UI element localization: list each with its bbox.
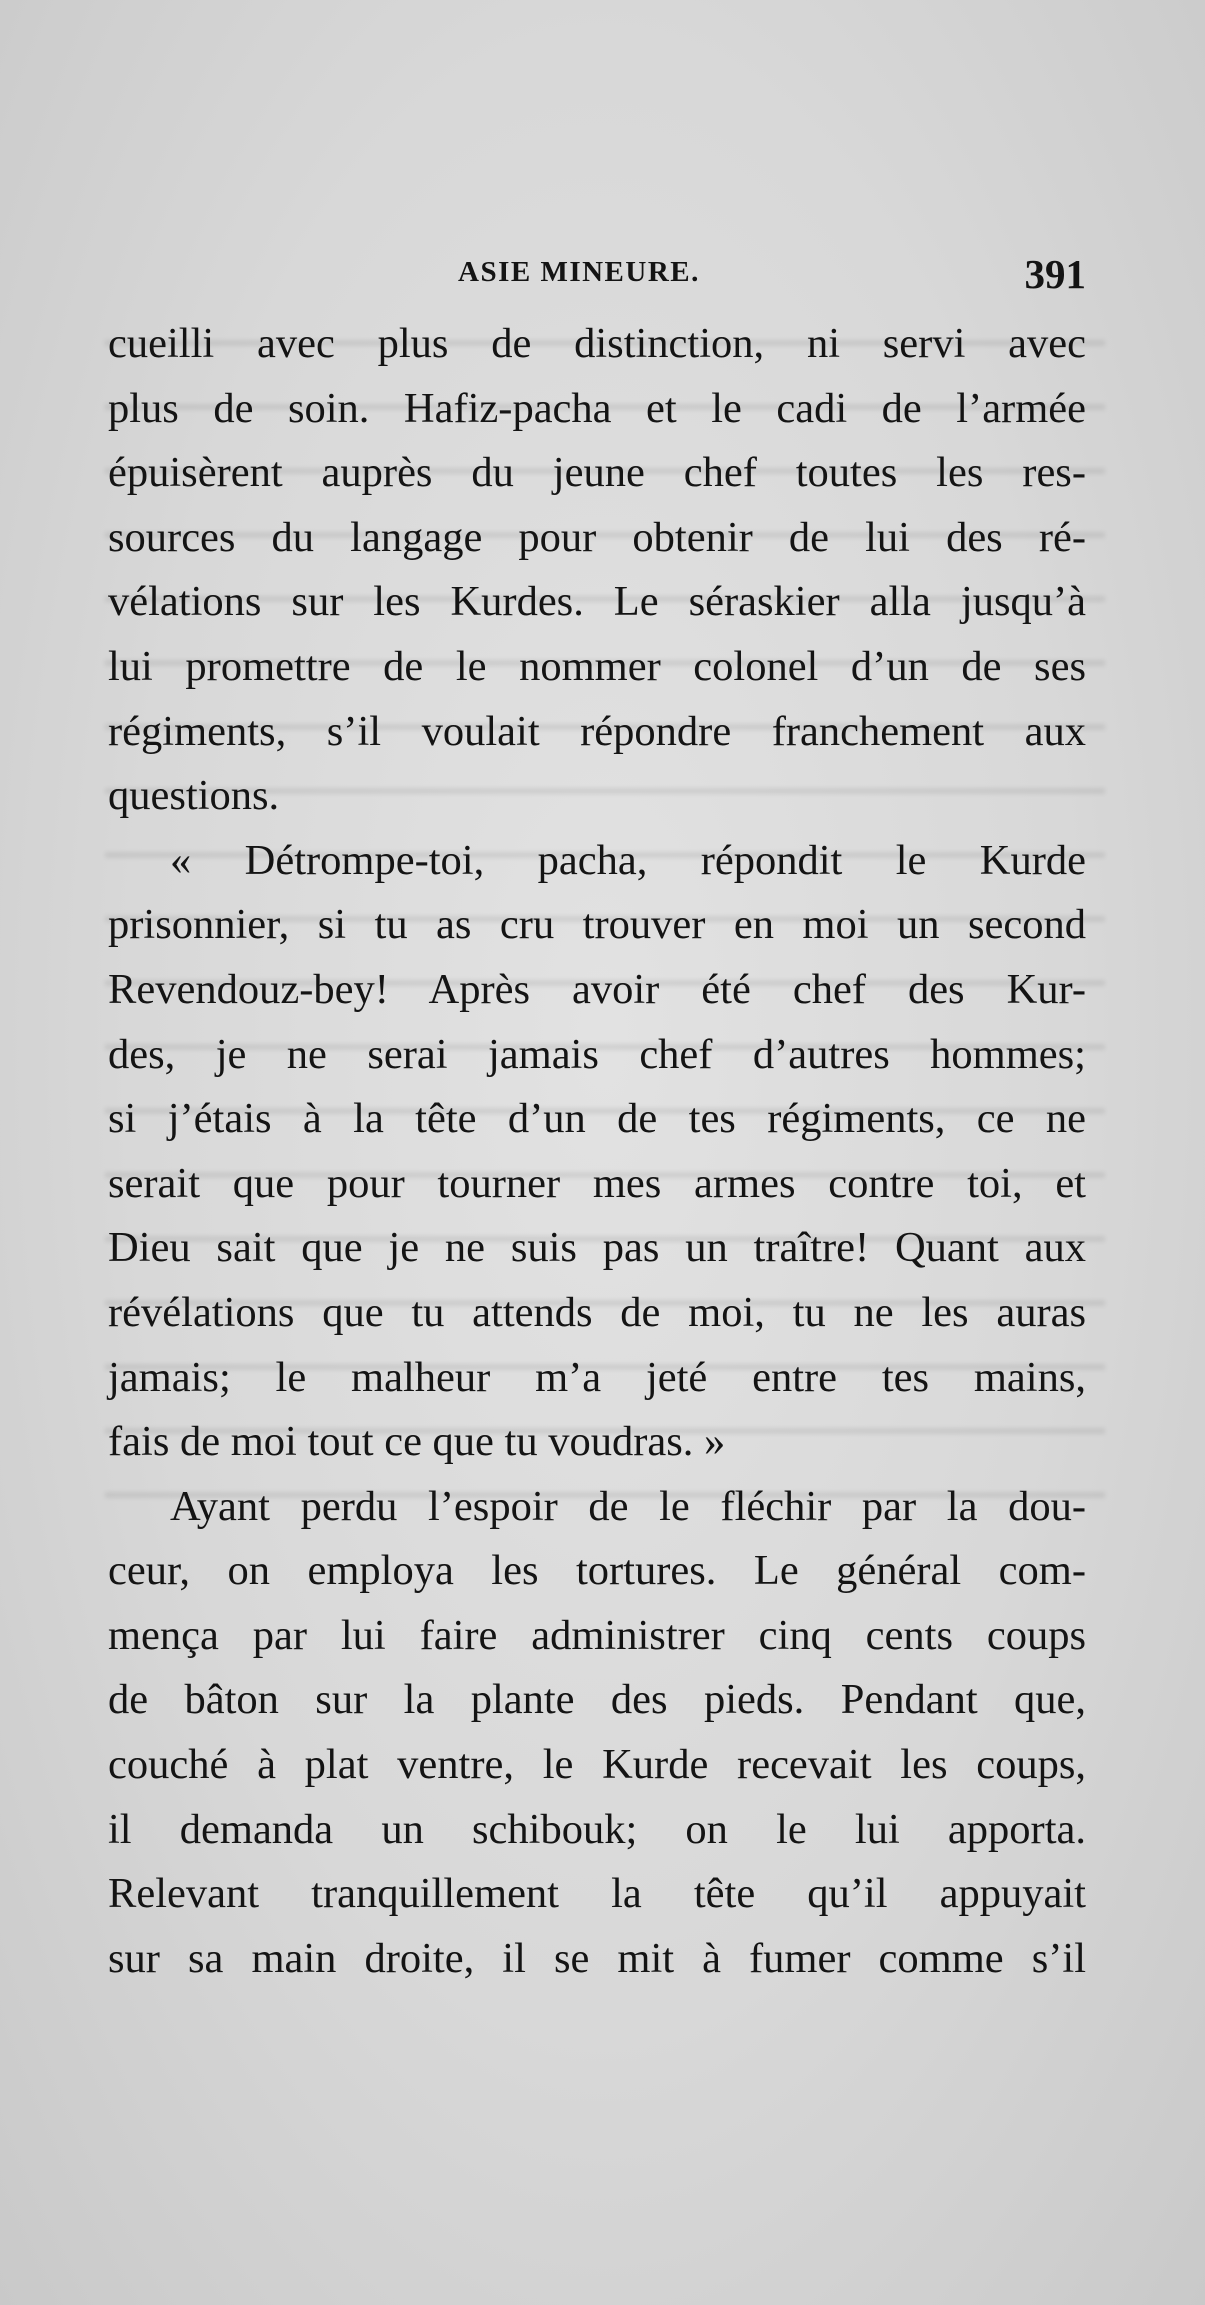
text-line: Dieu sait que je ne suis pas un traître! Quant aux — [108, 1224, 1086, 1272]
paragraph — [108, 312, 1086, 829]
text-line: Revendouz-bey! Après avoir été chef des Kur- — [108, 965, 1086, 1013]
text-line: sur sa main droite, il se mit à fumer comme s’il — [108, 1934, 1086, 1982]
text-line: questions. — [108, 772, 280, 820]
text-line: de bâton sur la plante des pieds. Pendant que, — [108, 1676, 1086, 1724]
text-line: serait que pour tourner mes armes contre toi, et — [108, 1159, 1086, 1207]
text-line: Ayant perdu l’espoir de le fléchir par la dou- — [170, 1482, 1086, 1530]
text-line: « Détrompe-toi, pacha, répondit le Kurde — [170, 836, 1086, 884]
text-line: jamais; le malheur m’a jeté entre tes mains, — [108, 1353, 1086, 1401]
text-line: des, je ne serai jamais chef d’autres hommes; — [108, 1030, 1086, 1078]
text-line: couché à plat ventre, le Kurde recevait les coups, — [108, 1741, 1086, 1789]
text-line: sources du langage pour obtenir de lui des ré- — [108, 513, 1086, 561]
paragraph — [108, 1475, 1086, 1992]
text-line: régiments, s’il voulait répondre franchement aux — [108, 707, 1086, 755]
text-line: lui promettre de le nommer colonel d’un de ses — [108, 642, 1086, 690]
body-text — [108, 312, 1086, 1991]
text-line: épuisèrent auprès du jeune chef toutes les res- — [108, 449, 1086, 497]
text-line: plus de soin. Hafiz-pacha et le cadi de l’armée — [108, 384, 1086, 432]
text-line: révélations que tu attends de moi, tu ne les auras — [108, 1288, 1086, 1336]
running-title: ASIE MINEURE. — [458, 256, 700, 288]
page-number: 391 — [1024, 251, 1086, 297]
text-line: mença par lui faire administrer cinq cents coups — [108, 1611, 1086, 1659]
text-line: ceur, on employa les tortures. Le général com- — [108, 1547, 1086, 1595]
text-line: fais de moi tout ce que tu voudras. » — [108, 1418, 726, 1466]
text-line: si j’étais à la tête d’un de tes régiments, ce ne — [108, 1095, 1086, 1143]
text-line: Relevant tranquillement la tête qu’il appuyait — [108, 1870, 1086, 1918]
text-line: vélations sur les Kurdes. Le séraskier alla jusqu’à — [108, 578, 1086, 626]
text-line: il demanda un schibouk; on le lui apporta. — [108, 1805, 1086, 1853]
page-header — [108, 250, 1086, 300]
text-line: prisonnier, si tu as cru trouver en moi un second — [108, 901, 1086, 949]
text-line: cueilli avec plus de distinction, ni servi avec — [108, 320, 1086, 367]
paragraph — [108, 829, 1086, 1475]
